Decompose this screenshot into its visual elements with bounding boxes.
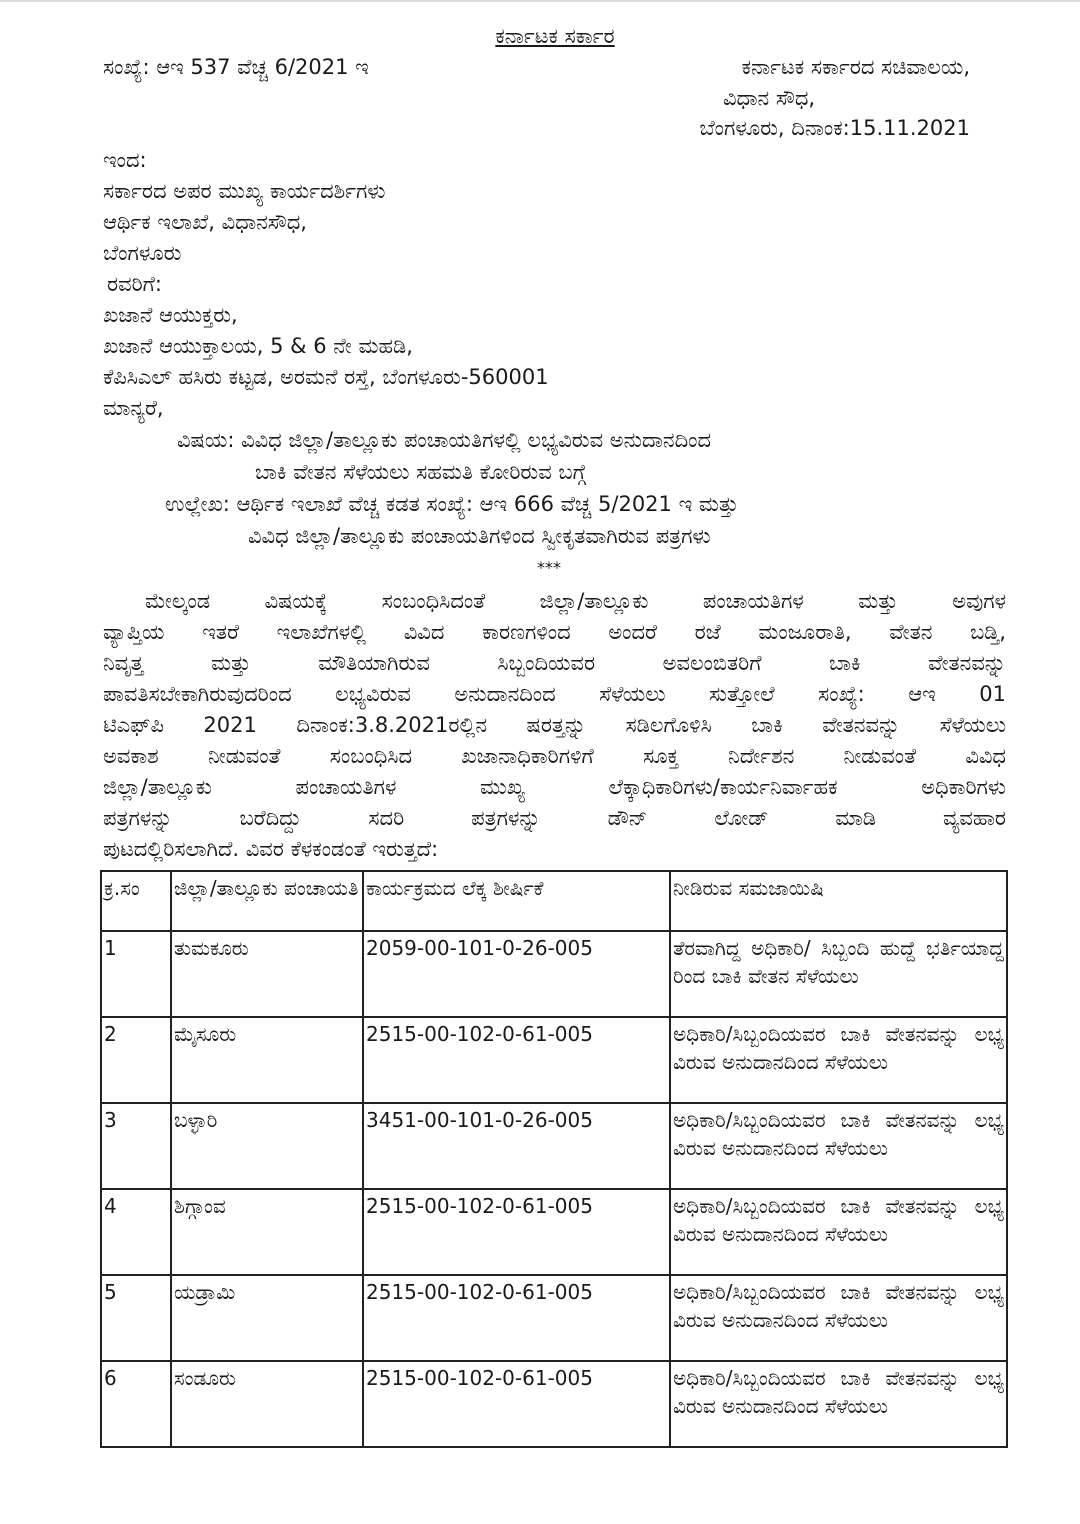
from-line-3: ಬೆಂಗಳೂರು	[103, 241, 182, 265]
cell-serial: 2	[101, 1017, 171, 1103]
cell-account-head: 2515-00-102-0-61-005	[363, 1017, 670, 1103]
cell-serial: 5	[101, 1275, 171, 1361]
cell-explanation: ಅಧಿಕಾರಿ/ಸಿಬ್ಬಂದಿಯವರ ಬಾಕಿ ವೇತನವನ್ನು ಲಭ್ಯ ವಿರುವ ಅನುದಾನದಿಂದ ಸೆಳೆಯಲು	[670, 1189, 1007, 1275]
cell-panchayat: ತುಮಕೂರು	[171, 931, 363, 1017]
cell-explanation: ತೆರವಾಗಿದ್ದ ಅಧಿಕಾರಿ/ ಸಿಬ್ಬಂದಿ ಹುದ್ದೆ ಭರ್ತಿಯಾದ್ದ ರಿಂದ ಬಾಕಿ ವೇತನ ಸೆಳೆಯಲು	[670, 931, 1007, 1017]
cell-explanation: ಅಧಿಕಾರಿ/ಸಿಬ್ಬಂದಿಯವರ ಬಾಕಿ ವೇತನವನ್ನು ಲಭ್ಯ ವಿರುವ ಅನುದಾನದಿಂದ ಸೆಳೆಯಲು	[670, 1275, 1007, 1361]
header-explanation: ನೀಡಿರುವ ಸಮಜಾಯಿಷಿ	[670, 871, 1007, 931]
to-line-2: ಖಜಾನೆ ಆಯುಕ್ತಾಲಯ, 5 & 6 ನೇ ಮಹಡಿ,	[103, 334, 413, 358]
cell-explanation: ಅಧಿಕಾರಿ/ಸಿಬ್ಬಂದಿಯವರ ಬಾಕಿ ವೇತನವನ್ನು ಲಭ್ಯ ವಿರುವ ಅನುದಾನದಿಂದ ಸೆಳೆಯಲು	[670, 1103, 1007, 1189]
from-line-1: ಸರ್ಕಾರದ ಅಪರ ಮುಖ್ಯ ಕಾರ್ಯದರ್ಶಿಗಳು	[103, 179, 386, 203]
cell-panchayat: ಮೈಸೂರು	[171, 1017, 363, 1103]
cell-panchayat: ಸಂಡೂರು	[171, 1361, 363, 1447]
body-line: ಟಿಎಫ್‌ಪಿ 2021 ದಿನಾಂಕ:3.8.2021ರಲ್ಲಿನ ಷರತ್ತನ್ನು ಸಡಿಲಗೊಳಿಸಿ ಬಾಕಿ ವೇತನವನ್ನು ಸೆಳೆಯಲು	[103, 713, 1006, 737]
table-row	[101, 931, 1007, 1017]
header-panchayat: ಜಿಲ್ಲಾ/ತಾಲ್ಲೂಕು ಪಂಚಾಯತಿ	[171, 871, 363, 931]
cell-serial: 1	[101, 931, 171, 1017]
subject-line-2: ಬಾಕಿ ವೇತನ ಸೆಳೆಯಲು ಸಹಮತಿ ಕೋರಿರುವ ಬಗ್ಗೆ	[255, 460, 586, 484]
office-date: ಬೆಂಗಳೂರು, ದಿನಾಂಕ:15.11.2021	[699, 116, 970, 140]
header-account-head: ಕಾರ್ಯಕ್ರಮದ ಲೆಕ್ಕ ಶೀರ್ಷಿಕೆ	[363, 871, 670, 931]
body-line: ಪತ್ರಗಳನ್ನು ಬರೆದಿದ್ದು ಸದರಿ ಪತ್ರಗಳನ್ನು ಡೌನ್ ಲೋಡ್ ಮಾಡಿ ವ್ಯವಹಾರ	[103, 806, 1006, 830]
cell-explanation: ಅಧಿಕಾರಿ/ಸಿಬ್ಬಂದಿಯವರ ಬಾಕಿ ವೇತನವನ್ನು ಲಭ್ಯ ವಿರುವ ಅನುದಾನದಿಂದ ಸೆಳೆಯಲು	[670, 1361, 1007, 1447]
reference-line-1: ಉಲ್ಲೇಖ: ಆರ್ಥಿಕ ಇಲಾಖೆ ವೆಚ್ಚ ಕಡತ ಸಂಖ್ಯೆ: ಆಇ 666 ವೆಚ್ಚ 5/2021 ಇ ಮತ್ತು	[165, 492, 739, 516]
table-row	[101, 1103, 1007, 1189]
table-row	[101, 1017, 1007, 1103]
cell-serial: 4	[101, 1189, 171, 1275]
cell-account-head: 2059-00-101-0-26-005	[363, 931, 670, 1017]
page-top-edge	[0, 0, 1080, 2]
cell-account-head: 2515-00-102-0-61-005	[363, 1189, 670, 1275]
table-header-row	[101, 871, 1007, 931]
body-line: ಜಿಲ್ಲಾ/ತಾಲ್ಲೂಕು ಪಂಚಾಯತಿಗಳ ಮುಖ್ಯ ಲೆಕ್ಕಾಧಿಕಾರಿಗಳು/ಕಾರ್ಯನಿರ್ವಾಹಕ ಅಧಿಕಾರಿಗಳು	[103, 775, 1006, 799]
table-row	[101, 1189, 1007, 1275]
salutation: ಮಾನ್ಯರೆ,	[103, 396, 164, 420]
body-line: ಮೇಲ್ಕಂಡ ವಿಷಯಕ್ಕೆ ಸಂಬಂಧಿಸಿದಂತೆ ಜಿಲ್ಲಾ/ತಾಲ್ಲೂಕು ಪಂಚಾಯತಿಗಳ ಮತ್ತು ಅವುಗಳ	[145, 589, 1006, 613]
table-row	[101, 1361, 1007, 1447]
cell-explanation: ಅಧಿಕಾರಿ/ಸಿಬ್ಬಂದಿಯವರ ಬಾಕಿ ವೇತನವನ್ನು ಲಭ್ಯ ವಿರುವ ಅನುದಾನದಿಂದ ಸೆಳೆಯಲು	[670, 1017, 1007, 1103]
body-line: ನಿವೃತ್ತ ಮತ್ತು ಮೌತಿಯಾಗಿರುವ ಸಿಬ್ಬಂದಿಯವರ ಅವಲಂಬಿತರಿಗೆ ಬಾಕಿ ವೇತನವನ್ನು	[103, 651, 1006, 675]
reference-line-2: ವಿವಿಧ ಜಿಲ್ಲಾ/ತಾಲ್ಲೂಕು ಪಂಚಾಯತಿಗಳಿಂದ ಸ್ವೀಕೃತವಾಗಿರುವ ಪತ್ರಗಳು	[248, 524, 711, 548]
separator: ***	[537, 558, 561, 577]
to-label: ರವರಿಗೆ:	[107, 272, 162, 296]
subject-line-1: ವಿಷಯ: ವಿವಿಧ ಜಿಲ್ಲಾ/ತಾಲ್ಲೂಕು ಪಂಚಾಯತಿಗಳಲ್ಲಿ ಲಭ್ಯವಿರುವ ಅನುದಾನದಿಂದ	[177, 428, 712, 452]
cell-panchayat: ಶಿಗ್ಗಾಂವ	[171, 1189, 363, 1275]
cell-account-head: 2515-00-102-0-61-005	[363, 1275, 670, 1361]
cell-account-head: 3451-00-101-0-26-005	[363, 1103, 670, 1189]
document-title: ಕರ್ನಾಟಕ ಸರ್ಕಾರ	[495, 24, 615, 48]
office-line-2: ವಿಧಾನ ಸೌಧ,	[723, 86, 816, 110]
body-paragraph	[103, 586, 1006, 865]
body-line: ಪಾವತಿಸಬೇಕಾಗಿರುವುದರಿಂದ ಲಭ್ಯವಿರುವ ಅನುದಾನದಿಂದ ಸೆಳೆಯಲು ಸುತ್ತೋಲೆ ಸಂಖ್ಯೆ: ಆಇ 01	[103, 682, 1006, 706]
from-label: ಇಂದ:	[103, 148, 147, 172]
reference-number: ಸಂಖ್ಯೆ: ಆಇ 537 ವೆಚ್ಚ 6/2021 ಇ	[103, 55, 369, 79]
table-row	[101, 1275, 1007, 1361]
to-line-1: ಖಜಾನೆ ಆಯುಕ್ತರು,	[103, 303, 238, 327]
body-line: ಅವಕಾಶ ನೀಡುವಂತೆ ಸಂಬಂಧಿಸಿದ ಖಜಾನಾಧಿಕಾರಿಗಳಿಗೆ ಸೂಕ್ತ ನಿರ್ದೇಶನ ನೀಡುವಂತೆ ವಿವಿಧ	[103, 744, 1006, 768]
cell-serial: 6	[101, 1361, 171, 1447]
details-table	[100, 870, 1008, 1448]
body-line: ಪುಟದಲ್ಲಿರಿಸಲಾಗಿದೆ. ವಿವರ ಕೆಳಕಂಡಂತೆ ಇರುತ್ತದೆ:	[103, 837, 439, 861]
to-line-3: ಕೆಪಿಸಿಎಲ್ ಹಸಿರು ಕಟ್ಟಡ, ಅರಮನೆ ರಸ್ತೆ, ಬೆಂಗಳೂರು-560001	[103, 365, 549, 389]
body-line: ವ್ಯಾಪ್ತಿಯ ಇತರೆ ಇಲಾಖೆಗಳಲ್ಲಿ ವಿವಿದ ಕಾರಣಗಳಿಂದ ಅಂದರೆ ರಜೆ ಮಂಜೂರಾತಿ, ವೇತನ ಬಡ್ತಿ,	[103, 620, 1006, 644]
from-line-2: ಆರ್ಥಿಕ ಇಲಾಖೆ, ವಿಧಾನಸೌಧ,	[103, 210, 307, 234]
cell-account-head: 2515-00-102-0-61-005	[363, 1361, 670, 1447]
header-serial: ಕ್ರ.ಸಂ	[101, 871, 171, 931]
cell-serial: 3	[101, 1103, 171, 1189]
cell-panchayat: ಬಳ್ಳಾರಿ	[171, 1103, 363, 1189]
cell-panchayat: ಯಡ್ರಾಮಿ	[171, 1275, 363, 1361]
office-line-1: ಕರ್ನಾಟಕ ಸರ್ಕಾರದ ಸಚಿವಾಲಯ,	[741, 55, 970, 79]
